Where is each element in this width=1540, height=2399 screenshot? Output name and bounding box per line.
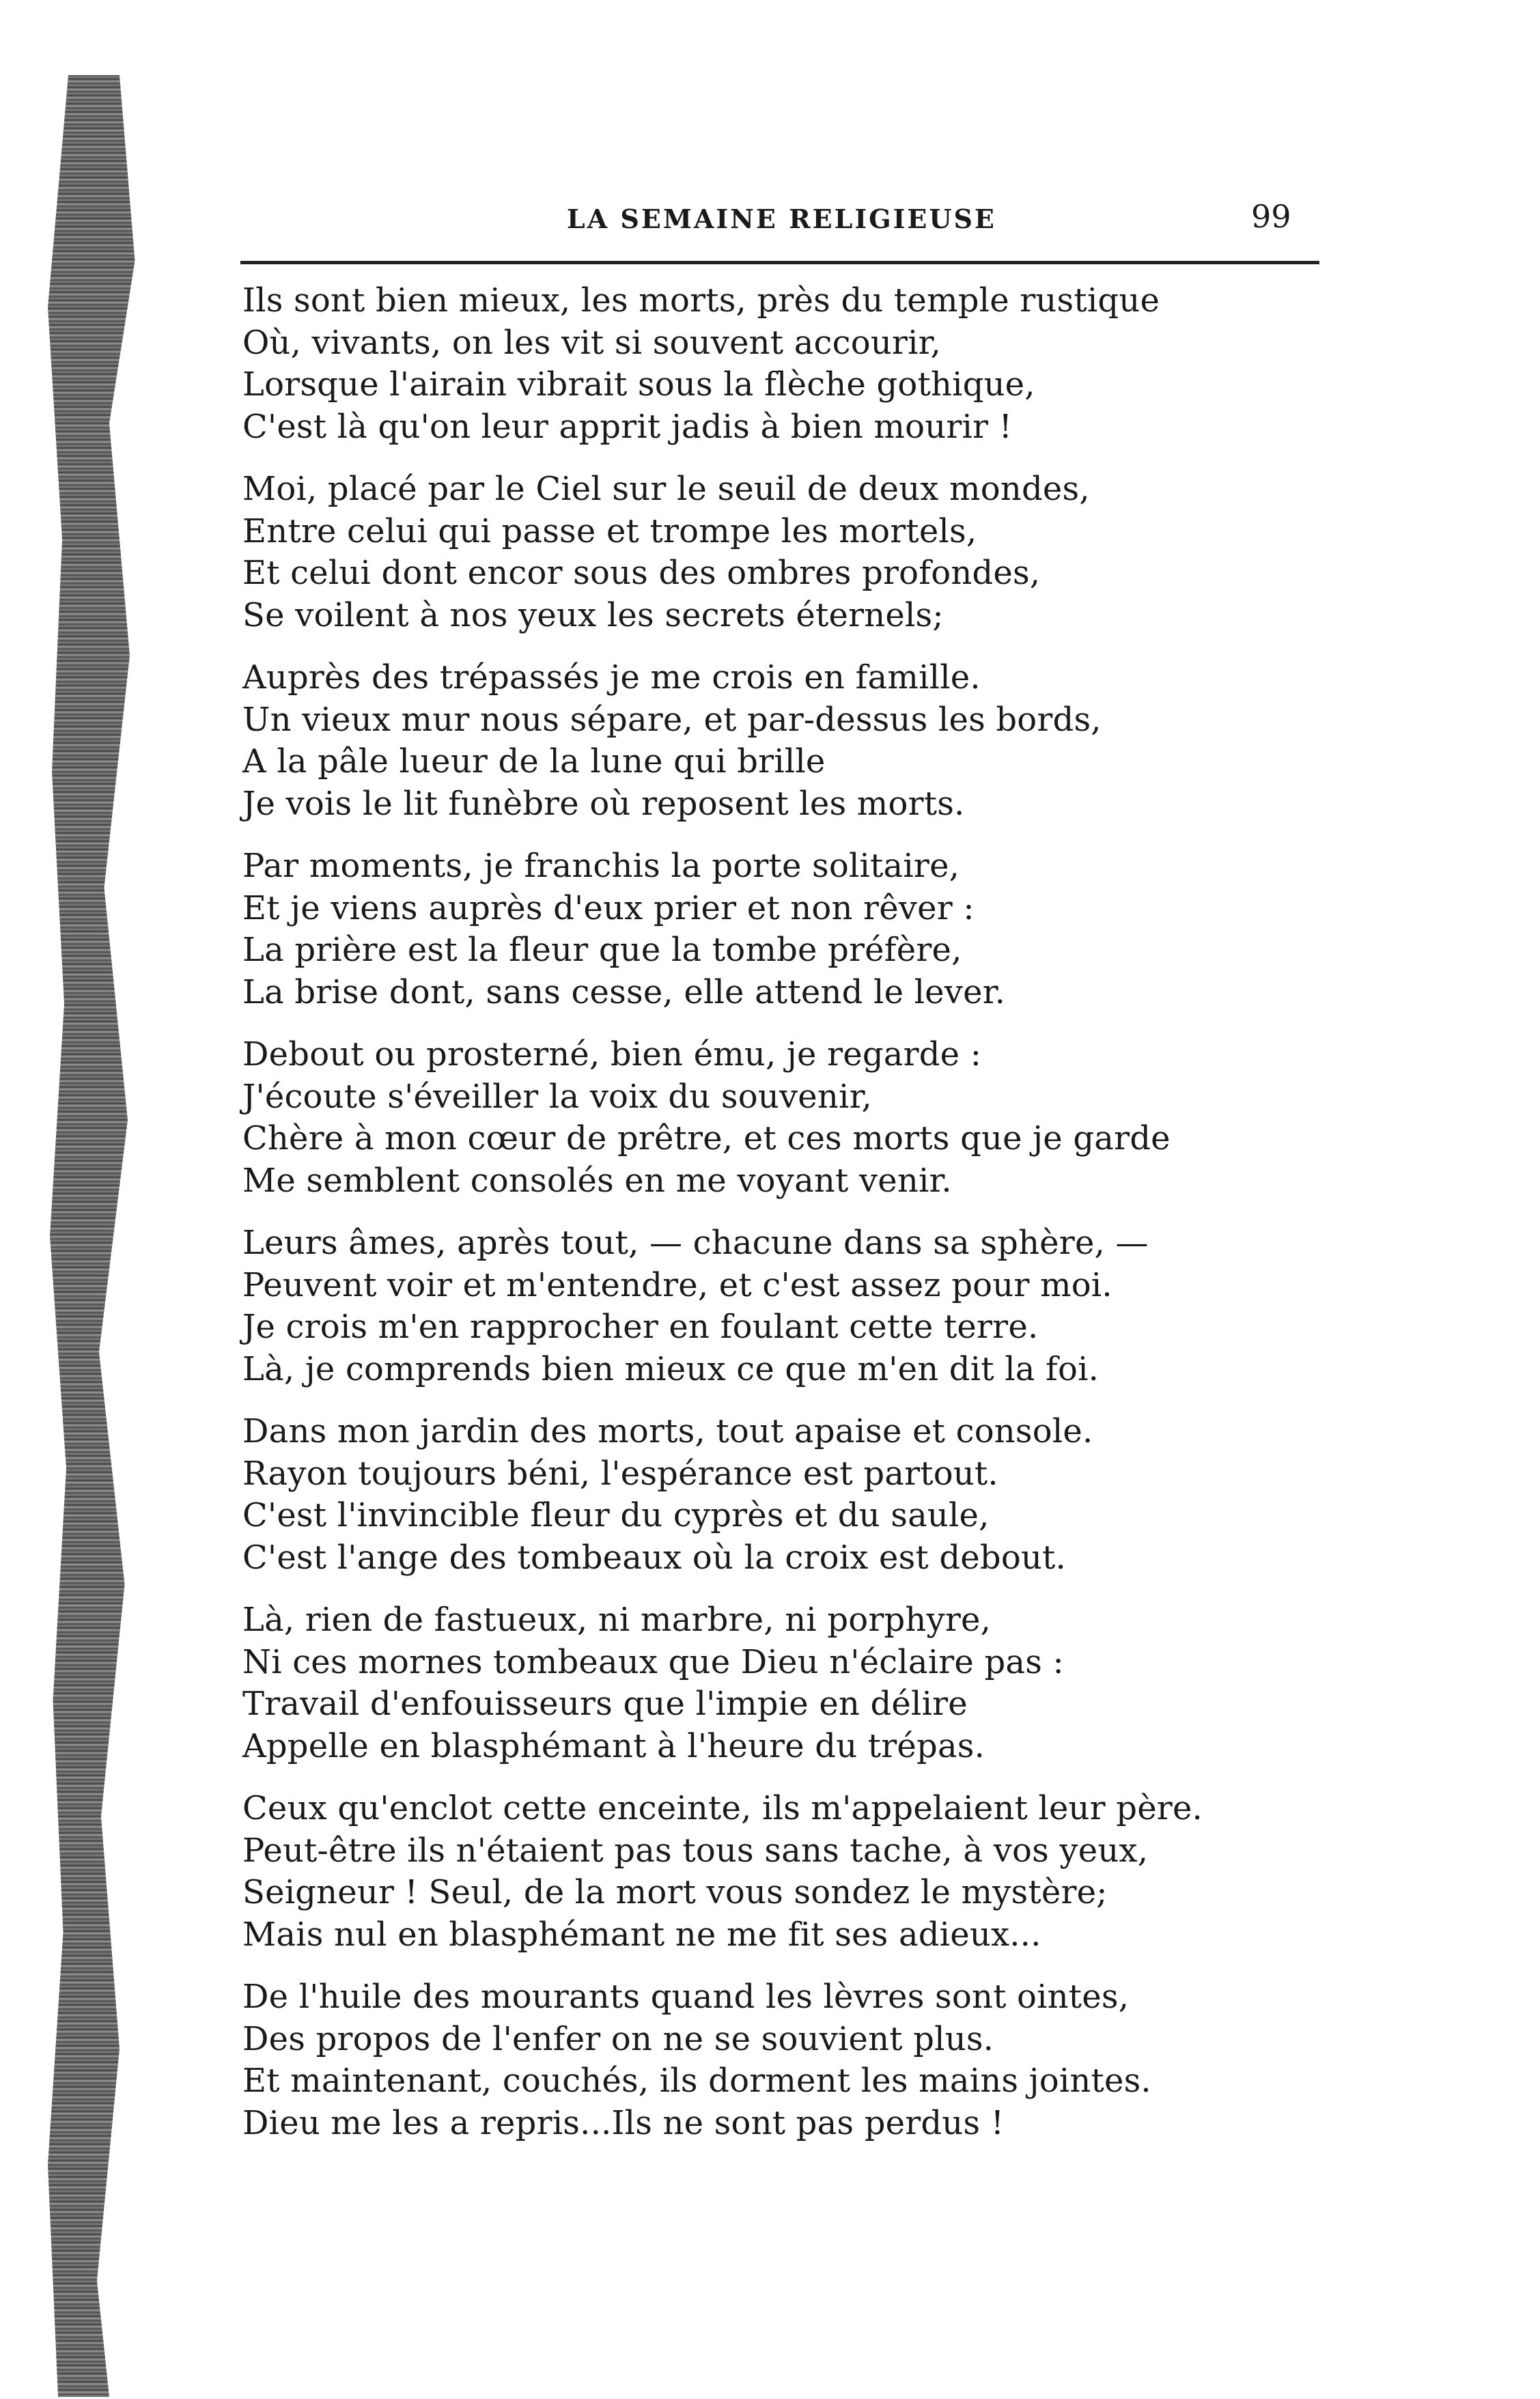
poem-line: Debout ou prosterné, bien ému, je regarde : bbox=[242, 1035, 982, 1074]
poem-line: La prière est la fleur que la tombe préfère, bbox=[242, 931, 962, 969]
poem-line: J'écoute s'éveiller la voix du souvenir, bbox=[242, 1077, 872, 1116]
poem-line: Et celui dont encor sous des ombres profondes, bbox=[242, 554, 1041, 592]
poem-line: A la pâle lueur de la lune qui brille bbox=[242, 742, 826, 781]
poem-line: Moi, placé par le Ciel sur le seuil de deux mondes, bbox=[242, 470, 1090, 508]
poem bbox=[242, 280, 1294, 2165]
poem-line: Auprès des trépassés je me crois en famille. bbox=[242, 658, 981, 697]
poem-line: Là, rien de fastueux, ni marbre, ni porphyre, bbox=[242, 1601, 992, 1639]
poem-line: Un vieux mur nous sépare, et par-dessus les bords, bbox=[242, 700, 1102, 739]
poem-line: Là, je comprends bien mieux ce que m'en dit la foi. bbox=[242, 1349, 1100, 1388]
stanza-4 bbox=[242, 845, 1294, 1013]
poem-line: Rayon toujours béni, l'espérance est partout. bbox=[242, 1454, 998, 1493]
poem-line: La brise dont, sans cesse, elle attend le lever. bbox=[242, 972, 1006, 1011]
header-rule bbox=[240, 261, 1319, 264]
stanza-9 bbox=[242, 1788, 1294, 1956]
poem-line: Se voilent à nos yeux les secrets éternels; bbox=[242, 595, 944, 634]
stanza-10 bbox=[242, 1976, 1294, 2144]
poem-line: Appelle en blasphémant à l'heure du trépas. bbox=[242, 1726, 985, 1765]
poem-line: Où, vivants, on les vit si souvent accourir, bbox=[242, 323, 941, 362]
poem-line: Ils sont bien mieux, les morts, près du temple rustique bbox=[242, 281, 1160, 320]
poem-line: Seigneur ! Seul, de la mort vous sondez le mystère; bbox=[242, 1873, 1108, 1911]
poem-line: Dans mon jardin des morts, tout apaise et console. bbox=[242, 1412, 1093, 1450]
poem-line: Je crois m'en rapprocher en foulant cette terre. bbox=[242, 1308, 1039, 1346]
poem-line: Leurs âmes, après tout, — chacune dans sa sphère, — bbox=[242, 1224, 1149, 1262]
page-number: 99 bbox=[1251, 198, 1291, 235]
poem-line: C'est là qu'on leur apprit jadis à bien mourir ! bbox=[242, 407, 1013, 446]
stanza-7 bbox=[242, 1411, 1294, 1579]
poem-line: Me semblent consolés en me voyant venir. bbox=[242, 1161, 952, 1200]
binding-edge bbox=[48, 75, 150, 2397]
stanza-5 bbox=[242, 1034, 1294, 1202]
poem-line: Dieu me les a repris...Ils ne sont pas perdus ! bbox=[242, 2103, 1005, 2142]
stanza-2 bbox=[242, 468, 1294, 636]
poem-line: Travail d'enfouisseurs que l'impie en délire bbox=[242, 1685, 968, 1723]
stanza-8 bbox=[242, 1599, 1294, 1767]
poem-line: Lorsque l'airain vibrait sous la flèche gothique, bbox=[242, 365, 1035, 404]
poem-line: De l'huile des mourants quand les lèvres sont ointes, bbox=[242, 1978, 1130, 2016]
poem-line: Des propos de l'enfer on ne se souvient plus. bbox=[242, 2019, 994, 2058]
poem-line: Je vois le lit funèbre où reposent les morts. bbox=[242, 784, 965, 823]
poem-line: Et maintenant, couchés, ils dorment les mains jointes. bbox=[242, 2062, 1151, 2100]
poem-line: Chère à mon cœur de prêtre, et ces morts que je garde bbox=[242, 1119, 1171, 1158]
poem-line: C'est l'ange des tombeaux où la croix est debout. bbox=[242, 1538, 1067, 1577]
stanza-3 bbox=[242, 657, 1294, 825]
poem-line: Peut-être ils n'étaient pas tous sans tache, à vos yeux, bbox=[242, 1831, 1149, 1870]
stanza-6 bbox=[242, 1222, 1294, 1390]
poem-line: Mais nul en blasphémant ne me fit ses adieux... bbox=[242, 1915, 1041, 1954]
poem-line: Peuvent voir et m'entendre, et c'est assez pour moi. bbox=[242, 1265, 1112, 1304]
poem-line: Ni ces mornes tombeaux que Dieu n'éclaire pas : bbox=[242, 1642, 1064, 1681]
poem-line: Ceux qu'enclot cette enceinte, ils m'appelaient leur père. bbox=[242, 1789, 1203, 1827]
poem-line: Et je viens auprès d'eux prier et non rêver : bbox=[242, 888, 975, 927]
poem-line: Par moments, je franchis la porte solitaire, bbox=[242, 847, 960, 885]
poem-line: C'est l'invincible fleur du cyprès et du saule, bbox=[242, 1496, 990, 1534]
running-title: LA SEMAINE RELIGIEUSE bbox=[567, 204, 996, 234]
poem-line: Entre celui qui passe et trompe les mortels, bbox=[242, 511, 977, 550]
stanza-1 bbox=[242, 280, 1294, 448]
